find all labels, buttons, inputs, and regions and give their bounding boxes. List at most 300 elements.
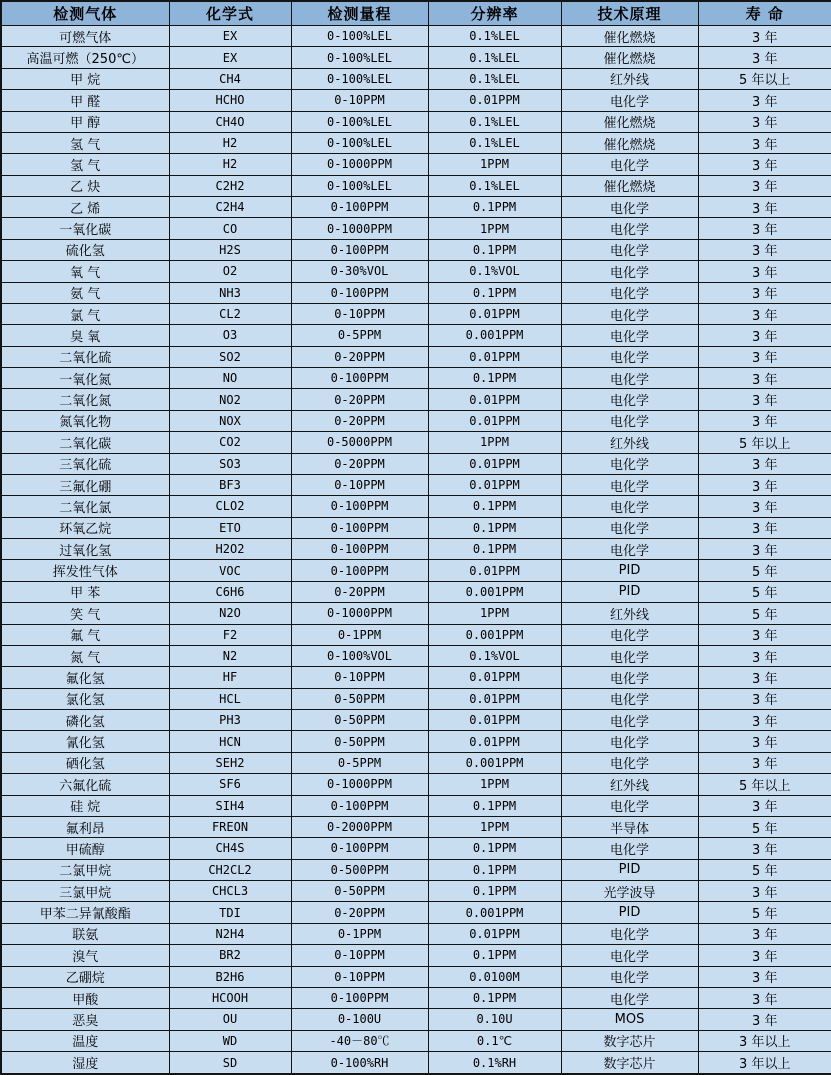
cell-gas: 甲 醛 bbox=[1, 90, 169, 111]
cell-resolution: 0.01PPM bbox=[428, 453, 561, 474]
table-row bbox=[1, 239, 831, 260]
cell-formula: C6H6 bbox=[169, 581, 291, 602]
cell-formula: CLO2 bbox=[169, 496, 291, 517]
cell-principle: 电化学 bbox=[561, 218, 698, 239]
cell-range: 0-100PPM bbox=[291, 560, 428, 581]
table-row bbox=[1, 368, 831, 389]
cell-resolution: 0.1PPM bbox=[428, 859, 561, 880]
cell-range: 0-2000PPM bbox=[291, 816, 428, 837]
cell-lifespan: 3 年 bbox=[698, 261, 831, 282]
cell-principle: PID bbox=[561, 859, 698, 880]
cell-resolution: 0.1PPM bbox=[428, 838, 561, 859]
cell-range: 0-10PPM bbox=[291, 90, 428, 111]
cell-lifespan: 3 年 bbox=[698, 346, 831, 367]
cell-lifespan: 5 年以上 bbox=[698, 774, 831, 795]
cell-gas: 磷化氢 bbox=[1, 710, 169, 731]
cell-lifespan: 3 年 bbox=[698, 47, 831, 68]
cell-gas: 硒化氢 bbox=[1, 752, 169, 773]
table-row bbox=[1, 688, 831, 709]
table-row bbox=[1, 68, 831, 89]
cell-gas: 过氧化氢 bbox=[1, 539, 169, 560]
cell-formula: CL2 bbox=[169, 303, 291, 324]
cell-formula: O2 bbox=[169, 261, 291, 282]
cell-resolution: 1PPM bbox=[428, 154, 561, 175]
header-principle: 技术原理 bbox=[561, 1, 698, 26]
cell-formula: CO bbox=[169, 218, 291, 239]
table-row bbox=[1, 218, 831, 239]
cell-gas: 温度 bbox=[1, 1030, 169, 1051]
table-row bbox=[1, 624, 831, 645]
cell-formula: C2H2 bbox=[169, 175, 291, 196]
cell-lifespan: 5 年 bbox=[698, 581, 831, 602]
cell-resolution: 0.1%RH bbox=[428, 1052, 561, 1075]
cell-formula: NOX bbox=[169, 410, 291, 431]
cell-range: 0-100PPM bbox=[291, 368, 428, 389]
cell-gas: 联氨 bbox=[1, 923, 169, 944]
cell-range: 0-50PPM bbox=[291, 731, 428, 752]
cell-gas: 氮 气 bbox=[1, 645, 169, 666]
cell-formula: CHCL3 bbox=[169, 881, 291, 902]
cell-principle: 电化学 bbox=[561, 731, 698, 752]
cell-range: 0-5PPM bbox=[291, 325, 428, 346]
cell-formula: CO2 bbox=[169, 432, 291, 453]
cell-principle: 电化学 bbox=[561, 303, 698, 324]
cell-principle: 数字芯片 bbox=[561, 1030, 698, 1051]
cell-resolution: 0.1PPM bbox=[428, 197, 561, 218]
cell-gas: 氯化氢 bbox=[1, 688, 169, 709]
cell-lifespan: 3 年 bbox=[698, 667, 831, 688]
cell-formula: TDI bbox=[169, 902, 291, 923]
table-row bbox=[1, 111, 831, 132]
cell-resolution: 0.01PPM bbox=[428, 923, 561, 944]
cell-resolution: 0.1PPM bbox=[428, 945, 561, 966]
cell-formula: CH4O bbox=[169, 111, 291, 132]
cell-range: 0-1PPM bbox=[291, 923, 428, 944]
cell-lifespan: 3 年 bbox=[698, 154, 831, 175]
cell-lifespan: 5 年以上 bbox=[698, 432, 831, 453]
table-row bbox=[1, 47, 831, 68]
cell-range: 0-1000PPM bbox=[291, 218, 428, 239]
cell-principle: 电化学 bbox=[561, 667, 698, 688]
cell-lifespan: 3 年 bbox=[698, 731, 831, 752]
table-body bbox=[1, 26, 831, 1075]
cell-gas: 乙硼烷 bbox=[1, 966, 169, 987]
cell-range: 0-500PPM bbox=[291, 859, 428, 880]
cell-principle: 电化学 bbox=[561, 197, 698, 218]
table-row bbox=[1, 731, 831, 752]
cell-range: 0-50PPM bbox=[291, 881, 428, 902]
header-resolution: 分辨率 bbox=[428, 1, 561, 26]
cell-principle: 红外线 bbox=[561, 774, 698, 795]
cell-formula: BF3 bbox=[169, 474, 291, 495]
table-row bbox=[1, 282, 831, 303]
cell-formula: EX bbox=[169, 26, 291, 47]
cell-formula: ETO bbox=[169, 517, 291, 538]
cell-principle: 电化学 bbox=[561, 410, 698, 431]
cell-gas: 氨 气 bbox=[1, 282, 169, 303]
cell-principle: 电化学 bbox=[561, 389, 698, 410]
cell-lifespan: 3 年 bbox=[698, 710, 831, 731]
cell-resolution: 0.1PPM bbox=[428, 517, 561, 538]
cell-range: 0-100PPM bbox=[291, 517, 428, 538]
cell-principle: 电化学 bbox=[561, 496, 698, 517]
table-row bbox=[1, 710, 831, 731]
cell-resolution: 0.01PPM bbox=[428, 731, 561, 752]
cell-formula: WD bbox=[169, 1030, 291, 1051]
cell-gas: 硅 烷 bbox=[1, 795, 169, 816]
cell-resolution: 0.1%LEL bbox=[428, 26, 561, 47]
cell-gas: 六氟化硫 bbox=[1, 774, 169, 795]
cell-lifespan: 3 年 bbox=[698, 838, 831, 859]
cell-formula: F2 bbox=[169, 624, 291, 645]
cell-principle: 电化学 bbox=[561, 239, 698, 260]
cell-lifespan: 5 年 bbox=[698, 902, 831, 923]
cell-principle: 光学波导 bbox=[561, 881, 698, 902]
cell-gas: 三氯甲烷 bbox=[1, 881, 169, 902]
cell-principle: 电化学 bbox=[561, 752, 698, 773]
cell-lifespan: 3 年 bbox=[698, 945, 831, 966]
cell-formula: NH3 bbox=[169, 282, 291, 303]
cell-formula: CH2CL2 bbox=[169, 859, 291, 880]
table-row bbox=[1, 774, 831, 795]
cell-gas: 二氧化氮 bbox=[1, 389, 169, 410]
table-row bbox=[1, 987, 831, 1008]
cell-formula: O3 bbox=[169, 325, 291, 346]
cell-gas: 甲酸 bbox=[1, 987, 169, 1008]
cell-range: 0-100%LEL bbox=[291, 132, 428, 153]
cell-gas: 二氧化硫 bbox=[1, 346, 169, 367]
cell-resolution: 0.1PPM bbox=[428, 496, 561, 517]
cell-resolution: 0.01PPM bbox=[428, 560, 561, 581]
table-row bbox=[1, 517, 831, 538]
cell-principle: 电化学 bbox=[561, 282, 698, 303]
cell-resolution: 0.1%LEL bbox=[428, 68, 561, 89]
cell-principle: 电化学 bbox=[561, 368, 698, 389]
table-row bbox=[1, 474, 831, 495]
table-row bbox=[1, 197, 831, 218]
cell-range: 0-20PPM bbox=[291, 453, 428, 474]
cell-resolution: 0.01PPM bbox=[428, 667, 561, 688]
table-row bbox=[1, 175, 831, 196]
cell-lifespan: 3 年 bbox=[698, 496, 831, 517]
cell-resolution: 0.1PPM bbox=[428, 881, 561, 902]
cell-resolution: 0.001PPM bbox=[428, 581, 561, 602]
cell-range: 0-50PPM bbox=[291, 710, 428, 731]
cell-principle: 电化学 bbox=[561, 474, 698, 495]
cell-range: 0-20PPM bbox=[291, 581, 428, 602]
cell-principle: 催化燃烧 bbox=[561, 26, 698, 47]
cell-principle: PID bbox=[561, 581, 698, 602]
cell-lifespan: 3 年 bbox=[698, 624, 831, 645]
cell-range: 0-1000PPM bbox=[291, 603, 428, 624]
cell-formula: SF6 bbox=[169, 774, 291, 795]
cell-lifespan: 3 年 bbox=[698, 90, 831, 111]
cell-formula: HCOOH bbox=[169, 987, 291, 1008]
cell-resolution: 0.01PPM bbox=[428, 346, 561, 367]
table-row bbox=[1, 667, 831, 688]
cell-formula: FREON bbox=[169, 816, 291, 837]
cell-lifespan: 3 年 bbox=[698, 539, 831, 560]
cell-resolution: 0.1%VOL bbox=[428, 645, 561, 666]
cell-gas: 一氧化氮 bbox=[1, 368, 169, 389]
cell-range: 0-10PPM bbox=[291, 945, 428, 966]
cell-resolution: 0.01PPM bbox=[428, 303, 561, 324]
cell-lifespan: 5 年 bbox=[698, 816, 831, 837]
cell-gas: 可燃气体 bbox=[1, 26, 169, 47]
cell-principle: 催化燃烧 bbox=[561, 175, 698, 196]
cell-resolution: 0.01PPM bbox=[428, 474, 561, 495]
cell-lifespan: 3 年 bbox=[698, 795, 831, 816]
cell-formula: HF bbox=[169, 667, 291, 688]
table-row bbox=[1, 453, 831, 474]
cell-lifespan: 3 年 bbox=[698, 368, 831, 389]
cell-principle: 催化燃烧 bbox=[561, 47, 698, 68]
cell-principle: 电化学 bbox=[561, 710, 698, 731]
cell-formula: SD bbox=[169, 1052, 291, 1075]
cell-lifespan: 5 年以上 bbox=[698, 68, 831, 89]
cell-resolution: 1PPM bbox=[428, 432, 561, 453]
cell-resolution: 0.01PPM bbox=[428, 90, 561, 111]
cell-gas: 高温可燃（250℃） bbox=[1, 47, 169, 68]
cell-range: 0-1000PPM bbox=[291, 154, 428, 175]
cell-lifespan: 3 年 bbox=[698, 688, 831, 709]
cell-gas: 臭 氧 bbox=[1, 325, 169, 346]
table-row bbox=[1, 496, 831, 517]
table-row bbox=[1, 752, 831, 773]
cell-gas: 溴气 bbox=[1, 945, 169, 966]
cell-formula: HCN bbox=[169, 731, 291, 752]
cell-formula: N2H4 bbox=[169, 923, 291, 944]
cell-lifespan: 3 年 bbox=[698, 645, 831, 666]
cell-range: 0-10PPM bbox=[291, 966, 428, 987]
cell-formula: N2 bbox=[169, 645, 291, 666]
cell-resolution: 0.1%LEL bbox=[428, 47, 561, 68]
cell-resolution: 0.1PPM bbox=[428, 368, 561, 389]
cell-gas: 甲 醇 bbox=[1, 111, 169, 132]
cell-resolution: 0.001PPM bbox=[428, 752, 561, 773]
cell-gas: 氧 气 bbox=[1, 261, 169, 282]
cell-formula: NO bbox=[169, 368, 291, 389]
cell-range: 0-5000PPM bbox=[291, 432, 428, 453]
table-row bbox=[1, 346, 831, 367]
cell-principle: 电化学 bbox=[561, 325, 698, 346]
cell-range: 0-100PPM bbox=[291, 838, 428, 859]
table-row bbox=[1, 26, 831, 47]
cell-formula: H2O2 bbox=[169, 539, 291, 560]
cell-lifespan: 3 年 bbox=[698, 410, 831, 431]
cell-range: 0-100%LEL bbox=[291, 111, 428, 132]
cell-principle: 数字芯片 bbox=[561, 1052, 698, 1075]
table-row bbox=[1, 132, 831, 153]
cell-lifespan: 3 年 bbox=[698, 111, 831, 132]
table-row bbox=[1, 560, 831, 581]
cell-formula: CH4 bbox=[169, 68, 291, 89]
cell-resolution: 0.10U bbox=[428, 1009, 561, 1030]
cell-range: 0-100PPM bbox=[291, 197, 428, 218]
cell-formula: H2 bbox=[169, 132, 291, 153]
cell-lifespan: 3 年 bbox=[698, 282, 831, 303]
cell-range: 0-100PPM bbox=[291, 239, 428, 260]
cell-formula: OU bbox=[169, 1009, 291, 1030]
table-row bbox=[1, 1009, 831, 1030]
cell-formula: SO2 bbox=[169, 346, 291, 367]
cell-lifespan: 3 年 bbox=[698, 453, 831, 474]
cell-lifespan: 3 年 bbox=[698, 474, 831, 495]
cell-resolution: 0.01PPM bbox=[428, 389, 561, 410]
cell-resolution: 0.01PPM bbox=[428, 410, 561, 431]
cell-gas: 二氧化氯 bbox=[1, 496, 169, 517]
table-row bbox=[1, 838, 831, 859]
cell-lifespan: 3 年 bbox=[698, 1009, 831, 1030]
cell-principle: 电化学 bbox=[561, 645, 698, 666]
cell-gas: 氮氧化物 bbox=[1, 410, 169, 431]
cell-range: 0-30%VOL bbox=[291, 261, 428, 282]
cell-principle: MOS bbox=[561, 1009, 698, 1030]
cell-formula: B2H6 bbox=[169, 966, 291, 987]
cell-principle: 电化学 bbox=[561, 346, 698, 367]
cell-gas: 笑 气 bbox=[1, 603, 169, 624]
table-header bbox=[1, 1, 831, 26]
cell-lifespan: 3 年 bbox=[698, 987, 831, 1008]
cell-lifespan: 3 年 bbox=[698, 752, 831, 773]
cell-formula: HCHO bbox=[169, 90, 291, 111]
cell-principle: 催化燃烧 bbox=[561, 111, 698, 132]
cell-gas: 三氧化硫 bbox=[1, 453, 169, 474]
cell-gas: 甲硫醇 bbox=[1, 838, 169, 859]
header-lifespan: 寿 命 bbox=[698, 1, 831, 26]
cell-principle: 电化学 bbox=[561, 539, 698, 560]
cell-gas: 二氧化碳 bbox=[1, 432, 169, 453]
table-row bbox=[1, 539, 831, 560]
cell-gas: 恶臭 bbox=[1, 1009, 169, 1030]
cell-gas: 甲苯二异氰酸酯 bbox=[1, 902, 169, 923]
table-row bbox=[1, 603, 831, 624]
cell-principle: 半导体 bbox=[561, 816, 698, 837]
cell-resolution: 1PPM bbox=[428, 603, 561, 624]
table-row bbox=[1, 303, 831, 324]
cell-range: 0-5PPM bbox=[291, 752, 428, 773]
cell-range: 0-100PPM bbox=[291, 282, 428, 303]
cell-range: 0-20PPM bbox=[291, 902, 428, 923]
cell-range: 0-20PPM bbox=[291, 389, 428, 410]
cell-principle: 红外线 bbox=[561, 432, 698, 453]
cell-principle: 电化学 bbox=[561, 923, 698, 944]
table-row bbox=[1, 795, 831, 816]
cell-gas: 氯 气 bbox=[1, 303, 169, 324]
cell-formula: N2O bbox=[169, 603, 291, 624]
cell-range: 0-100PPM bbox=[291, 539, 428, 560]
cell-range: 0-100%LEL bbox=[291, 175, 428, 196]
cell-lifespan: 5 年 bbox=[698, 859, 831, 880]
table-row bbox=[1, 923, 831, 944]
table-row bbox=[1, 389, 831, 410]
cell-principle: 电化学 bbox=[561, 688, 698, 709]
cell-resolution: 0.1℃ bbox=[428, 1030, 561, 1051]
cell-lifespan: 3 年 bbox=[698, 966, 831, 987]
cell-gas: 挥发性气体 bbox=[1, 560, 169, 581]
cell-principle: 电化学 bbox=[561, 261, 698, 282]
cell-lifespan: 3 年 bbox=[698, 923, 831, 944]
cell-resolution: 0.1PPM bbox=[428, 239, 561, 260]
cell-range: 0-100PPM bbox=[291, 795, 428, 816]
cell-resolution: 0.001PPM bbox=[428, 325, 561, 346]
cell-gas: 氟利昂 bbox=[1, 816, 169, 837]
cell-formula: BR2 bbox=[169, 945, 291, 966]
cell-formula: PH3 bbox=[169, 710, 291, 731]
cell-gas: 氟 气 bbox=[1, 624, 169, 645]
cell-lifespan: 5 年 bbox=[698, 560, 831, 581]
cell-lifespan: 3 年 bbox=[698, 325, 831, 346]
cell-principle: PID bbox=[561, 902, 698, 923]
cell-range: 0-10PPM bbox=[291, 303, 428, 324]
cell-lifespan: 3 年 bbox=[698, 389, 831, 410]
cell-gas: 氢 气 bbox=[1, 154, 169, 175]
cell-formula: HCL bbox=[169, 688, 291, 709]
cell-gas: 硫化氢 bbox=[1, 239, 169, 260]
cell-formula: EX bbox=[169, 47, 291, 68]
cell-formula: CH4S bbox=[169, 838, 291, 859]
cell-principle: 电化学 bbox=[561, 90, 698, 111]
table-row bbox=[1, 1030, 831, 1051]
cell-range: 0-20PPM bbox=[291, 410, 428, 431]
cell-range: 0-100PPM bbox=[291, 496, 428, 517]
cell-formula: H2S bbox=[169, 239, 291, 260]
cell-gas: 氰化氢 bbox=[1, 731, 169, 752]
cell-principle: 电化学 bbox=[561, 154, 698, 175]
cell-range: 0-1PPM bbox=[291, 624, 428, 645]
cell-range: 0-1000PPM bbox=[291, 774, 428, 795]
cell-resolution: 0.001PPM bbox=[428, 902, 561, 923]
cell-gas: 二氯甲烷 bbox=[1, 859, 169, 880]
cell-resolution: 0.01PPM bbox=[428, 688, 561, 709]
cell-resolution: 0.001PPM bbox=[428, 624, 561, 645]
cell-resolution: 0.0100M bbox=[428, 966, 561, 987]
cell-lifespan: 3 年以上 bbox=[698, 1052, 831, 1075]
cell-range: 0-20PPM bbox=[291, 346, 428, 367]
cell-resolution: 0.1PPM bbox=[428, 987, 561, 1008]
cell-principle: 电化学 bbox=[561, 517, 698, 538]
cell-gas: 乙 炔 bbox=[1, 175, 169, 196]
cell-resolution: 0.1PPM bbox=[428, 282, 561, 303]
cell-range: 0-100U bbox=[291, 1009, 428, 1030]
cell-resolution: 1PPM bbox=[428, 816, 561, 837]
cell-resolution: 0.1PPM bbox=[428, 539, 561, 560]
table-row bbox=[1, 816, 831, 837]
cell-lifespan: 3 年 bbox=[698, 175, 831, 196]
cell-range: -40－80℃ bbox=[291, 1030, 428, 1051]
cell-lifespan: 3 年 bbox=[698, 218, 831, 239]
cell-principle: 电化学 bbox=[561, 838, 698, 859]
cell-principle: 红外线 bbox=[561, 68, 698, 89]
cell-gas: 湿度 bbox=[1, 1052, 169, 1075]
table-row bbox=[1, 645, 831, 666]
table-row bbox=[1, 410, 831, 431]
cell-formula: C2H4 bbox=[169, 197, 291, 218]
cell-principle: 电化学 bbox=[561, 945, 698, 966]
cell-lifespan: 3 年 bbox=[698, 132, 831, 153]
cell-formula: VOC bbox=[169, 560, 291, 581]
header-range: 检测量程 bbox=[291, 1, 428, 26]
cell-resolution: 1PPM bbox=[428, 774, 561, 795]
cell-formula: SO3 bbox=[169, 453, 291, 474]
table-row bbox=[1, 154, 831, 175]
cell-gas: 氢 气 bbox=[1, 132, 169, 153]
header-row bbox=[1, 1, 831, 26]
cell-lifespan: 3 年 bbox=[698, 239, 831, 260]
cell-gas: 氟化氢 bbox=[1, 667, 169, 688]
cell-range: 0-100PPM bbox=[291, 987, 428, 1008]
cell-range: 0-50PPM bbox=[291, 688, 428, 709]
